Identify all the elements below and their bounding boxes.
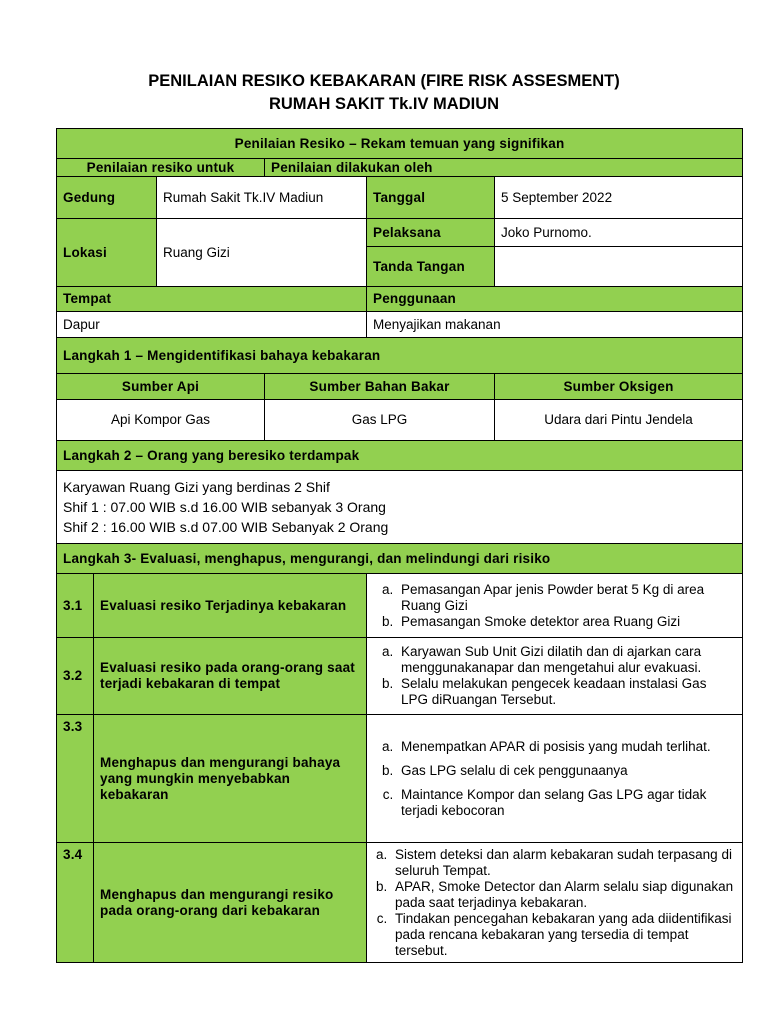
signature-field: [495, 247, 743, 287]
action-list: [373, 847, 736, 959]
step3-row-number: 3.3: [57, 715, 94, 843]
place-value: Dapur: [57, 312, 367, 338]
executor-label: Pelaksana: [367, 219, 495, 247]
list-item: a. Menempatkan APAR di posisis yang mudah terlihat.: [397, 739, 736, 755]
section-header: Penilaian Resiko – Rekam temuan yang signifikan: [57, 129, 743, 159]
affected-people-line: Karyawan Ruang Gizi yang berdinas 2 Shif: [63, 479, 330, 495]
step3-row-label: Menghapus dan mengurangi bahaya yang mungkin menyebabkan kebakaran: [94, 715, 367, 843]
action-list: [373, 739, 736, 819]
date-value: 5 September 2022: [495, 177, 743, 219]
list-item: c. Tindakan pencegahan kebakaran yang ada diidentifikasi pada rencana kebakaran yang tersedia di tempat tersebut.: [391, 911, 736, 959]
affected-people: [57, 471, 743, 544]
assessed-for-header: Penilaian resiko untuk: [57, 159, 265, 177]
step3-row-label: Menghapus dan mengurangi resiko pada orang-orang dari kebakaran: [94, 843, 367, 963]
fire-source-value: Api Kompor Gas: [57, 400, 265, 441]
usage-value: Menyajikan makanan: [367, 312, 743, 338]
fire-risk-assessment-table: [56, 128, 743, 963]
fuel-source-value: Gas LPG: [265, 400, 495, 441]
list-item: b. Selalu melakukan pengecek keadaan instalasi Gas LPG diRuangan Tersebut.: [397, 676, 736, 708]
date-label: Tanggal: [367, 177, 495, 219]
step1-title: Langkah 1 – Mengidentifikasi bahaya kebakaran: [57, 338, 743, 374]
list-item: c. Maintance Kompor dan selang Gas LPG agar tidak terjadi kebocoran: [397, 787, 736, 819]
step3-row-items: [367, 715, 743, 843]
assessed-by-header: Penilaian dilakukan oleh: [265, 159, 743, 177]
list-item: b. Gas LPG selalu di cek penggunaanya: [397, 763, 736, 779]
list-item: a. Pemasangan Apar jenis Powder berat 5 Kg di area Ruang Gizi: [397, 582, 736, 614]
document-title: [0, 70, 768, 116]
step3-row-label: Evaluasi resiko Terjadinya kebakaran: [94, 574, 367, 638]
step2-title: Langkah 2 – Orang yang beresiko terdampak: [57, 441, 743, 471]
step3-row-number: 3.1: [57, 574, 94, 638]
title-line-2: RUMAH SAKIT Tk.IV MADIUN: [268, 95, 500, 113]
building-label: Gedung: [57, 177, 157, 219]
step3-row-label: Evaluasi resiko pada orang-orang saat terjadi kebakaran di tempat: [94, 638, 367, 715]
list-item: b. Pemasangan Smoke detektor area Ruang Gizi: [397, 614, 736, 630]
fire-source-header: Sumber Api: [57, 374, 265, 400]
step3-row-number: 3.2: [57, 638, 94, 715]
fuel-source-header: Sumber Bahan Bakar: [265, 374, 495, 400]
affected-people-line: Shif 1 : 07.00 WIB s.d 16.00 WIB sebanyak 3 Orang: [63, 499, 386, 515]
title-line-1: PENILAIAN RESIKO KEBAKARAN (FIRE RISK ASSESMENT): [148, 72, 620, 90]
signature-label: Tanda Tangan: [367, 247, 495, 287]
step3-row-items: [367, 574, 743, 638]
usage-label: Penggunaan: [367, 287, 743, 312]
step3-row-number: 3.4: [57, 843, 94, 963]
affected-people-line: Shif 2 : 16.00 WIB s.d 07.00 WIB Sebanyak 2 Orang: [63, 519, 389, 535]
location-label: Lokasi: [57, 219, 157, 287]
executor-value: Joko Purnomo.: [495, 219, 743, 247]
list-item: b. APAR, Smoke Detector dan Alarm selalu siap digunakan pada saat terjadinya kebakaran.: [391, 879, 736, 911]
oxygen-source-value: Udara dari Pintu Jendela: [495, 400, 743, 441]
action-list: [373, 582, 736, 630]
step3-title: Langkah 3- Evaluasi, menghapus, mengurangi, dan melindungi dari risiko: [57, 544, 743, 574]
list-item: a. Karyawan Sub Unit Gizi dilatih dan di ajarkan cara menggunakanapar dan mengetahui alur evakuasi.: [397, 644, 736, 676]
step3-row-items: [367, 638, 743, 715]
location-value: Ruang Gizi: [157, 219, 367, 287]
oxygen-source-header: Sumber Oksigen: [495, 374, 743, 400]
place-label: Tempat: [57, 287, 367, 312]
step3-row-items: [367, 843, 743, 963]
building-value: Rumah Sakit Tk.IV Madiun: [157, 177, 367, 219]
list-item: a. Sistem deteksi dan alarm kebakaran sudah terpasang di seluruh Tempat.: [391, 847, 736, 879]
action-list: [373, 644, 736, 708]
